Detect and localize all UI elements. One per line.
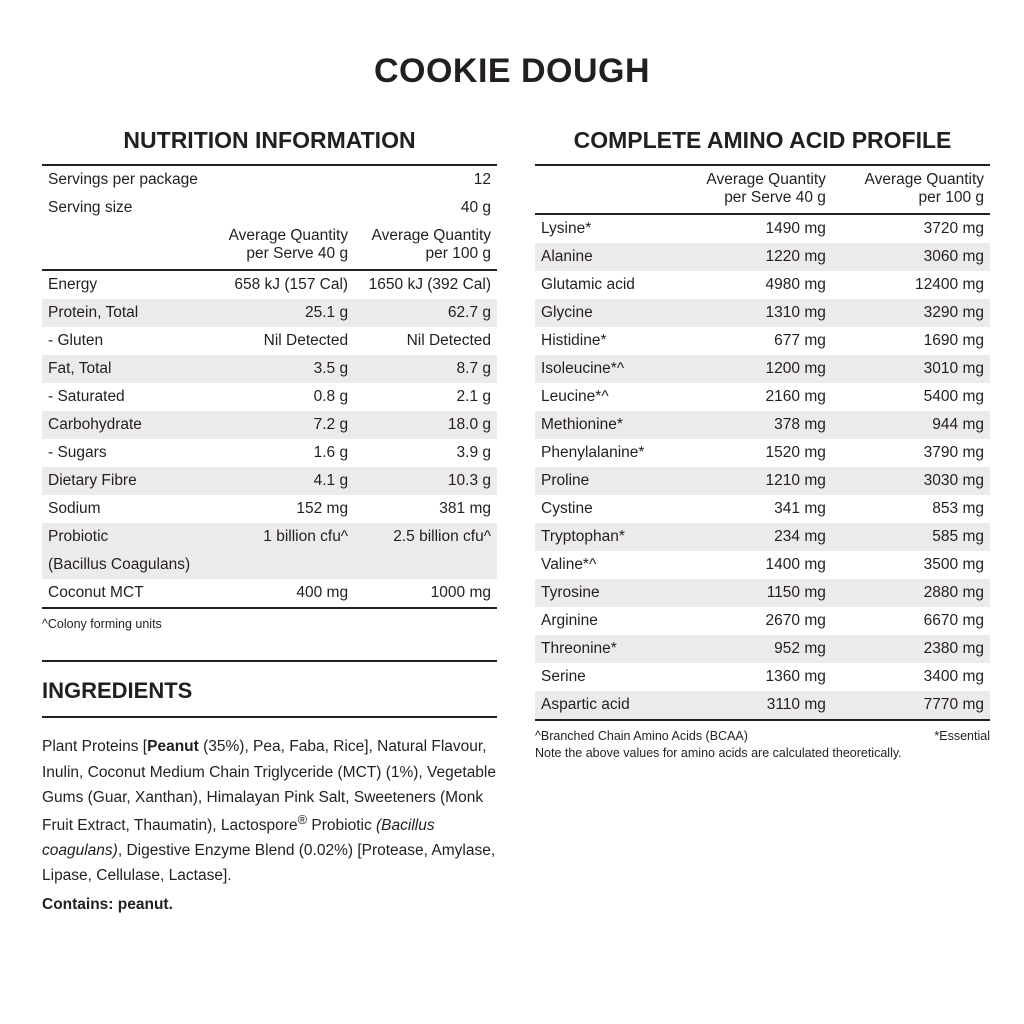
table-row bbox=[42, 579, 497, 608]
servings-label: Servings per package bbox=[48, 171, 198, 188]
ingredients-part4: , Digestive Enzyme Blend (0.02%) [Protease, Amylase, Lipase, Cellulase, Lactase]. bbox=[42, 842, 496, 885]
table-row bbox=[535, 579, 990, 607]
row-label: Sodium bbox=[48, 499, 101, 517]
row-value-per-serve: Nil Detected bbox=[263, 331, 349, 349]
nutrition-rows-body bbox=[42, 270, 497, 608]
row-value-per-serve: 25.1 g bbox=[304, 303, 349, 321]
row-value-per-100g: 18.0 g bbox=[447, 415, 491, 433]
row-label: Alanine bbox=[541, 247, 593, 265]
ingredients-part2: (35%), Pea, Faba, Rice], Natural Flavour, Inulin, Coconut Medium Chain Triglyceride (MCT) (1%), Vegetable Gums (Guar, Xanthan), Himalayan Pink Salt, Sweeteners (Monk Fruit Extract, Thaumatin), Lactospore bbox=[42, 738, 496, 834]
table-row bbox=[535, 663, 990, 691]
row-value-per-serve: 1490 mg bbox=[765, 219, 826, 237]
row-label: Leucine*^ bbox=[541, 387, 609, 405]
nutrition-footnote: ^Colony forming units bbox=[42, 616, 162, 631]
row-value-per-serve: 1.6 g bbox=[313, 443, 349, 461]
ingredients-registered-mark: ® bbox=[297, 811, 308, 827]
row-value-per-100g: 944 mg bbox=[932, 415, 984, 433]
row-label: - Gluten bbox=[48, 331, 104, 349]
row-value-per-serve: 677 mg bbox=[774, 331, 826, 349]
row-label: (Bacillus Coagulans) bbox=[48, 555, 191, 573]
row-label: - Saturated bbox=[48, 387, 125, 405]
row-value-per-100g: 1690 mg bbox=[923, 331, 984, 349]
table-row bbox=[42, 495, 497, 523]
row-value-per-100g: 2.1 g bbox=[456, 387, 491, 405]
table-row bbox=[535, 551, 990, 579]
amino-footnotes bbox=[535, 729, 990, 743]
row-value-per-100g: Nil Detected bbox=[406, 331, 491, 349]
row-label: Phenylalanine* bbox=[541, 443, 645, 461]
amino-table bbox=[535, 164, 990, 721]
row-value-per-serve: 1210 mg bbox=[765, 471, 826, 489]
amino-serve-header-line1: Average Quantity bbox=[706, 171, 826, 188]
empty-cell bbox=[42, 222, 214, 270]
amino-serve-header-line2: per Serve 40 g bbox=[724, 189, 826, 207]
table-row bbox=[535, 691, 990, 720]
row-value-per-serve: 7.2 g bbox=[313, 415, 349, 433]
table-row bbox=[535, 299, 990, 327]
row-value-per-serve: 341 mg bbox=[774, 499, 826, 517]
row-label: Threonine* bbox=[541, 639, 617, 657]
row-value-per-serve: 2670 mg bbox=[765, 611, 826, 629]
ingredients-body bbox=[42, 734, 497, 888]
row-value-per-100g: 5400 mg bbox=[923, 387, 984, 405]
allergen-contains: Contains: peanut. bbox=[42, 896, 173, 914]
amino-acid-column bbox=[535, 127, 990, 914]
row-value-per-serve: 1150 mg bbox=[766, 583, 826, 601]
table-row bbox=[42, 299, 497, 327]
serve-header-line2: per Serve 40 g bbox=[246, 245, 349, 263]
per100-header-line2: per 100 g bbox=[425, 245, 491, 263]
table-row bbox=[535, 327, 990, 355]
table-row bbox=[42, 467, 497, 495]
amino-footnote-bcaa: ^Branched Chain Amino Acids (BCAA) bbox=[535, 728, 748, 743]
row-value-per-serve: 1520 mg bbox=[765, 443, 826, 461]
row-value-per-100g: 3290 mg bbox=[923, 303, 984, 321]
row-value-per-serve: 4980 mg bbox=[765, 275, 826, 293]
row-label: Proline bbox=[541, 471, 590, 489]
table-row bbox=[42, 270, 497, 299]
row-value-per-serve: 234 mg bbox=[774, 527, 826, 545]
row-value-per-100g: 3010 mg bbox=[923, 359, 984, 377]
row-label: Probiotic bbox=[48, 527, 109, 545]
row-value-per-100g: 3060 mg bbox=[923, 247, 984, 265]
row-value-per-100g: 3790 mg bbox=[923, 443, 984, 461]
row-value-per-serve: 1 billion cfu^ bbox=[263, 527, 349, 545]
row-label: Arginine bbox=[541, 611, 598, 629]
table-row bbox=[535, 495, 990, 523]
row-label: - Sugars bbox=[48, 443, 107, 461]
row-value-per-100g: 3030 mg bbox=[923, 471, 984, 489]
serve-header-line1: Average Quantity bbox=[228, 227, 349, 244]
row-value-per-100g: 3720 mg bbox=[923, 219, 984, 237]
table-row bbox=[535, 355, 990, 383]
row-label: Protein, Total bbox=[48, 303, 139, 321]
table-row bbox=[535, 214, 990, 243]
row-value-per-100g: 2.5 billion cfu^ bbox=[393, 527, 491, 545]
row-value-per-100g: 7770 mg bbox=[923, 695, 984, 713]
table-row bbox=[535, 439, 990, 467]
row-value-per-100g: 381 mg bbox=[439, 499, 491, 517]
table-row bbox=[535, 635, 990, 663]
row-value-per-100g: 3400 mg bbox=[923, 667, 984, 685]
row-value-per-serve: 1310 mg bbox=[765, 303, 826, 321]
row-value-per-serve: 400 mg bbox=[296, 583, 349, 601]
amino-theoretical-note: Note the above values for amino acids are calculated theoretically. bbox=[535, 745, 902, 760]
row-value-per-100g: 2380 mg bbox=[923, 639, 984, 657]
row-value-per-100g: 2880 mg bbox=[923, 583, 984, 601]
row-value-per-serve: 3110 mg bbox=[766, 695, 826, 713]
row-value-per-serve: 3.5 g bbox=[313, 359, 349, 377]
row-value-per-100g: 3.9 g bbox=[456, 443, 491, 461]
row-label: Dietary Fibre bbox=[48, 471, 137, 489]
row-value-per-serve: 1220 mg bbox=[765, 247, 826, 265]
row-label: Histidine* bbox=[541, 331, 607, 349]
per100-column-header bbox=[354, 222, 497, 270]
row-label: Glutamic acid bbox=[541, 275, 635, 293]
nutrition-column-headers bbox=[42, 222, 497, 270]
amino-heading: COMPLETE AMINO ACID PROFILE bbox=[573, 127, 952, 153]
row-value-per-serve: 658 kJ (157 Cal) bbox=[234, 275, 349, 293]
row-value-per-serve: 952 mg bbox=[774, 639, 826, 657]
row-value-per-100g: 6670 mg bbox=[923, 611, 984, 629]
table-row bbox=[42, 165, 497, 194]
row-label: Serine bbox=[541, 667, 586, 685]
table-row bbox=[42, 551, 497, 579]
serving-size-label: Serving size bbox=[48, 199, 133, 216]
amino-per100-header-line2: per 100 g bbox=[918, 189, 984, 207]
row-value-per-serve: 152 mg bbox=[296, 499, 349, 517]
row-value-per-serve bbox=[214, 551, 354, 579]
table-row bbox=[42, 439, 497, 467]
row-label: Lysine* bbox=[541, 219, 592, 237]
table-row bbox=[535, 383, 990, 411]
nutrition-heading: NUTRITION INFORMATION bbox=[123, 127, 416, 153]
table-row bbox=[42, 523, 497, 551]
table-row bbox=[42, 411, 497, 439]
table-row bbox=[42, 194, 497, 222]
page-title: COOKIE DOUGH bbox=[373, 52, 651, 90]
row-value-per-100g: 8.7 g bbox=[456, 359, 491, 377]
table-row bbox=[535, 243, 990, 271]
row-label: Fat, Total bbox=[48, 359, 112, 377]
two-column-layout bbox=[0, 127, 1024, 914]
row-label: Coconut MCT bbox=[48, 583, 144, 601]
ingredients-part1: Plant Proteins [ bbox=[42, 738, 148, 756]
per100-header-line1: Average Quantity bbox=[371, 227, 491, 244]
row-value-per-serve: 4.1 g bbox=[313, 471, 349, 489]
row-value-per-serve: 0.8 g bbox=[313, 387, 349, 405]
row-value-per-serve: 378 mg bbox=[774, 415, 826, 433]
amino-column-headers bbox=[535, 165, 990, 214]
serve-column-header bbox=[214, 222, 354, 270]
table-row bbox=[535, 467, 990, 495]
row-label: Tyrosine bbox=[541, 583, 600, 601]
table-row bbox=[535, 607, 990, 635]
table-row bbox=[42, 383, 497, 411]
table-row bbox=[535, 523, 990, 551]
table-row bbox=[535, 411, 990, 439]
row-value-per-100g: 10.3 g bbox=[447, 471, 491, 489]
ingredients-peanut: Peanut bbox=[147, 738, 199, 756]
row-value-per-100g bbox=[354, 551, 497, 579]
amino-per100-column-header bbox=[832, 165, 990, 214]
row-label: Isoleucine*^ bbox=[541, 359, 625, 377]
amino-per100-header-line1: Average Quantity bbox=[864, 171, 984, 188]
ingredients-rule bbox=[42, 716, 497, 718]
ingredients-part3: Probiotic bbox=[307, 816, 377, 834]
empty-cell bbox=[535, 165, 674, 214]
row-label: Glycine bbox=[541, 303, 593, 321]
row-value-per-100g: 1000 mg bbox=[430, 583, 491, 601]
ingredients-italic-organism: (Bacillus coagulans) bbox=[42, 816, 435, 860]
row-label: Valine*^ bbox=[541, 555, 597, 573]
row-label: Tryptophan* bbox=[541, 527, 625, 545]
row-value-per-100g: 1650 kJ (392 Cal) bbox=[368, 275, 491, 293]
amino-footnote-essential: *Essential bbox=[934, 728, 990, 743]
section-divider bbox=[42, 660, 497, 662]
ingredients-heading: INGREDIENTS bbox=[42, 678, 193, 704]
row-value-per-100g: 62.7 g bbox=[447, 303, 491, 321]
row-label: Energy bbox=[48, 275, 98, 293]
amino-serve-column-header bbox=[674, 165, 832, 214]
row-label: Aspartic acid bbox=[541, 695, 630, 713]
row-value-per-100g: 12400 mg bbox=[915, 275, 984, 293]
row-value-per-serve: 1400 mg bbox=[765, 555, 826, 573]
row-label: Cystine bbox=[541, 499, 593, 517]
row-label: Carbohydrate bbox=[48, 415, 142, 433]
table-row bbox=[42, 327, 497, 355]
table-row bbox=[535, 271, 990, 299]
row-value-per-serve: 2160 mg bbox=[765, 387, 826, 405]
table-row bbox=[42, 355, 497, 383]
servings-value: 12 bbox=[473, 171, 491, 188]
row-value-per-100g: 853 mg bbox=[932, 499, 984, 517]
amino-rows-body bbox=[535, 214, 990, 720]
row-value-per-100g: 3500 mg bbox=[923, 555, 984, 573]
row-value-per-serve: 1200 mg bbox=[765, 359, 826, 377]
nutrition-table bbox=[42, 164, 497, 609]
row-value-per-100g: 585 mg bbox=[932, 527, 984, 545]
row-label: Methionine* bbox=[541, 415, 623, 433]
nutrition-column bbox=[42, 127, 497, 914]
serving-size-value: 40 g bbox=[460, 199, 491, 216]
row-value-per-serve: 1360 mg bbox=[765, 667, 826, 685]
